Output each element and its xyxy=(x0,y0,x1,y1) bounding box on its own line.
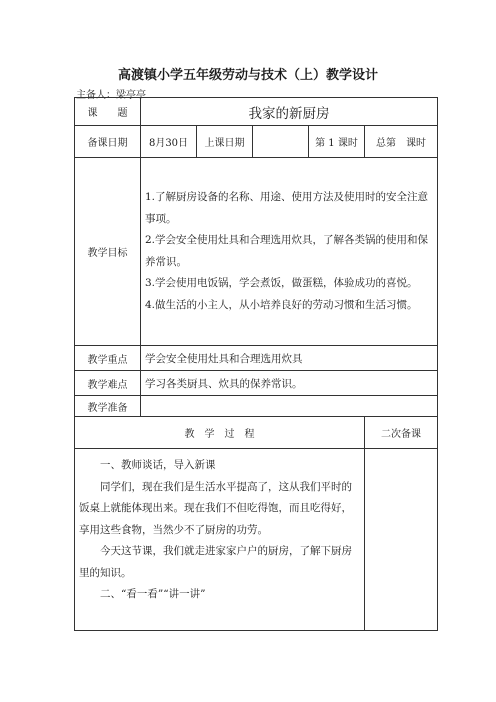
goals-list xyxy=(141,158,438,346)
key-point-label: 教学重点 xyxy=(75,346,141,371)
process-section-heading: 一、教师谈话，导入新课 xyxy=(100,459,216,471)
goal-item: 3.学会使用电饭锅，学会煮饭，做蛋糕，体验成功的喜悦。 xyxy=(145,277,418,289)
lesson-plan-table xyxy=(74,97,438,631)
process-header: 教 学 过 程 xyxy=(75,417,365,449)
row-difficulty xyxy=(75,371,438,396)
row-preparation xyxy=(75,396,438,417)
prep-date-label: 备课日期 xyxy=(75,126,141,158)
prep-date-value: 8月30日 xyxy=(141,126,197,158)
total-period-value: 总第 课时 xyxy=(365,126,438,158)
row-key-point xyxy=(75,346,438,371)
preparation-label: 教学准备 xyxy=(75,396,141,417)
goal-item: 2.学会安全使用灶具和合理选用炊具，了解各类锅的使用和保养常识。 xyxy=(145,234,429,268)
topic-value: 我家的新厨房 xyxy=(141,98,438,126)
difficulty-label: 教学难点 xyxy=(75,371,141,396)
class-date-value xyxy=(253,126,309,158)
topic-label: 课 题 xyxy=(75,98,141,126)
second-prep-body xyxy=(365,449,438,631)
preparer-line: 主备人：梁亭亭 xyxy=(76,90,146,101)
process-paragraph: 今天这节课，我们就走进家家户户的厨房，了解下厨房里的知识。 xyxy=(79,545,352,579)
preparation-value xyxy=(141,396,438,417)
difficulty-value: 学习各类厨具、炊具的保养常识。 xyxy=(141,371,438,396)
row-process-body xyxy=(75,449,438,631)
process-body xyxy=(75,449,365,631)
row-process-header xyxy=(75,417,438,449)
class-date-label: 上课日期 xyxy=(197,126,253,158)
process-paragraph: 同学们，现在我们是生活水平提高了，这从我们平时的饭桌上就能体现出来。现在我们不但吃得饱，而且吃得好，享用这些食物，当然少不了厨房的功劳。 xyxy=(79,480,352,536)
document-title: 高渡镇小学五年级劳动与技术（上）教学设计 xyxy=(117,68,378,83)
row-topic xyxy=(75,98,438,126)
process-section-heading: 二、“看一看”“讲一讲” xyxy=(100,588,206,600)
period-value: 第 1 课时 xyxy=(309,126,365,158)
row-dates xyxy=(75,126,438,158)
second-prep-header: 二次备课 xyxy=(365,417,438,449)
goals-label: 教学目标 xyxy=(75,158,141,346)
goal-item: 4.做生活的小主人，从小培养良好的劳动习惯和生活习惯。 xyxy=(145,298,418,311)
row-goals xyxy=(75,158,438,346)
goal-item: 1.了解厨房设备的名称、用途、使用方法及使用时的安全注意事项。 xyxy=(145,191,429,225)
key-point-value: 学会安全使用灶具和合理选用炊具 xyxy=(141,346,438,371)
